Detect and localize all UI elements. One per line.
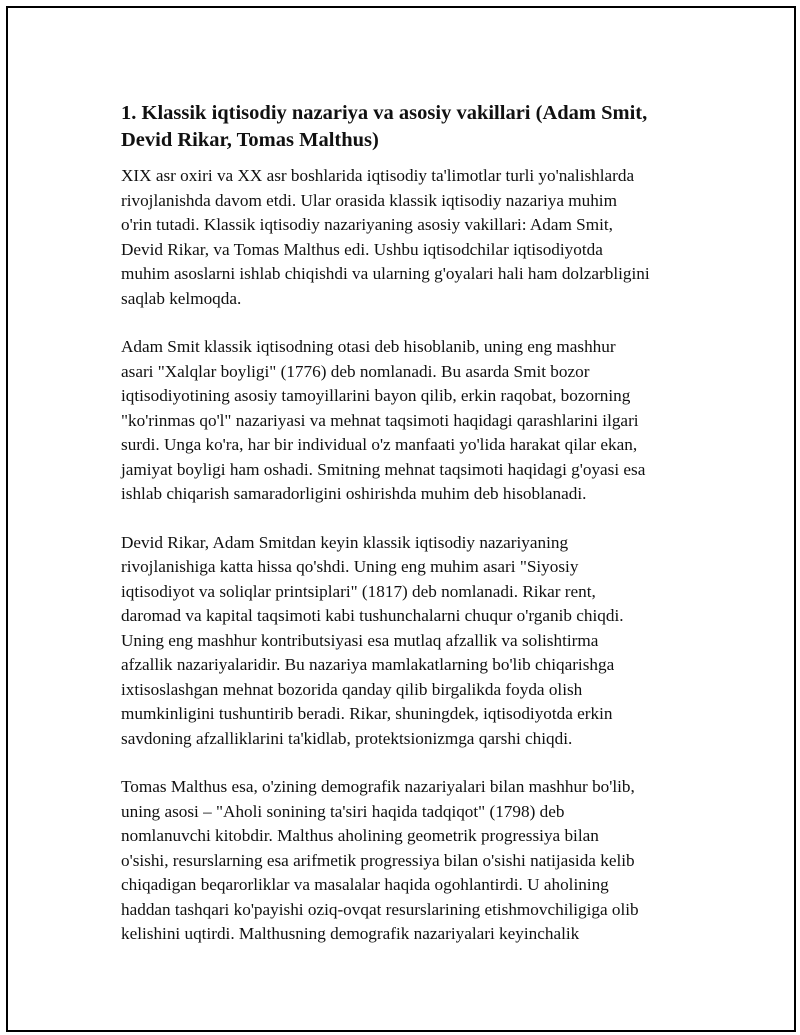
document-body <box>121 100 711 971</box>
paragraph-intro: XIX asr oxiri va XX asr boshlarida iqtisodiy ta'limotlar turli yo'nalishlarda rivojlanishda davom etdi. Ular orasida klassik iqtisodiy nazariya muhim o'rin tutadi. Klassik iqtisodiy nazariyaning asosiy vakillari: Adam Smit, Devid Rikar, va Tomas Malthus edi. Ushbu iqtisodchilar iqtisodiyotda muhim asoslarni ishlab chiqishdi va ularning g'oyalari hali ham dolzarbligini saqlab kelmoqda. <box>121 166 650 308</box>
page-frame <box>6 6 796 1032</box>
paragraph-devid-rikar: Devid Rikar, Adam Smitdan keyin klassik iqtisodiy nazariyaning rivojlanishiga katta hissa qo'shdi. Uning eng muhim asari "Siyosiy iqtisodiyot va soliqlar printsiplari" (1817) deb nomlanadi. Rikar rent, daromad va kapital taqsimoti kabi tushunchalarni chuqur o'rganib chiqdi. Uning eng mashhur kontributsiyasi esa mutlaq afzallik va solishtirma afzallik nazariyalaridir. Bu nazariya mamlakatlarning bo'lib chiqarishga ixtisoslashgan mehnat bozorida qanday qilib birgalikda foyda olish mumkinligini tushuntirib beradi. Rikar, shuningdek, iqtisodiyotda erkin savdoning afzalliklarini ta'kidlab, protektsionizmga qarshi chiqdi. <box>121 532 624 748</box>
paragraph-tomas-malthus: Tomas Malthus esa, o'zining demografik nazariyalari bilan mashhur bo'lib, uning asosi – "Aholi sonining ta'siri haqida tadqiqot" (1798) deb nomlanuvchi kitobdir. Malthus aholining geometrik progressiya bilan o'sishi, resurslarning esa arifmetik progressiya bilan o'sishi natijasida kelib chiqadigan beqarorliklar va masalalar haqida ogohlantirdi. U aholining haddan tashqari ko'payishi oziq-ovqat resurslarining etishmovchiligiga olib kelishini uqtirdi. Malthusning demografik nazariyalari keyinchalik <box>121 777 639 943</box>
section-title: 1. Klassik iqtisodiy nazariya va asosiy vakillari (Adam Smit, Devid Rikar, Tomas Malthus) <box>121 102 648 151</box>
paragraph-adam-smit: Adam Smit klassik iqtisodning otasi deb hisoblanib, uning eng mashhur asari "Xalqlar boyligi" (1776) deb nomlanadi. Bu asarda Smit bozor iqtisodiyotining asosiy tamoyillarini bayon qilib, erkin raqobat, bozorning "ko'rinmas qo'l" nazariyasi va mehnat taqsimoti haqidagi qarashlarini ilgari surdi. Unga ko'ra, har bir individual o'z manfaati yo'lida harakat qilar ekan, jamiyat boyligi ham oshadi. Smitning mehnat taqsimoti haqidagi g'oyasi esa ishlab chiqarish samaradorligini oshirishda muhim deb hisoblanadi. <box>121 337 646 503</box>
